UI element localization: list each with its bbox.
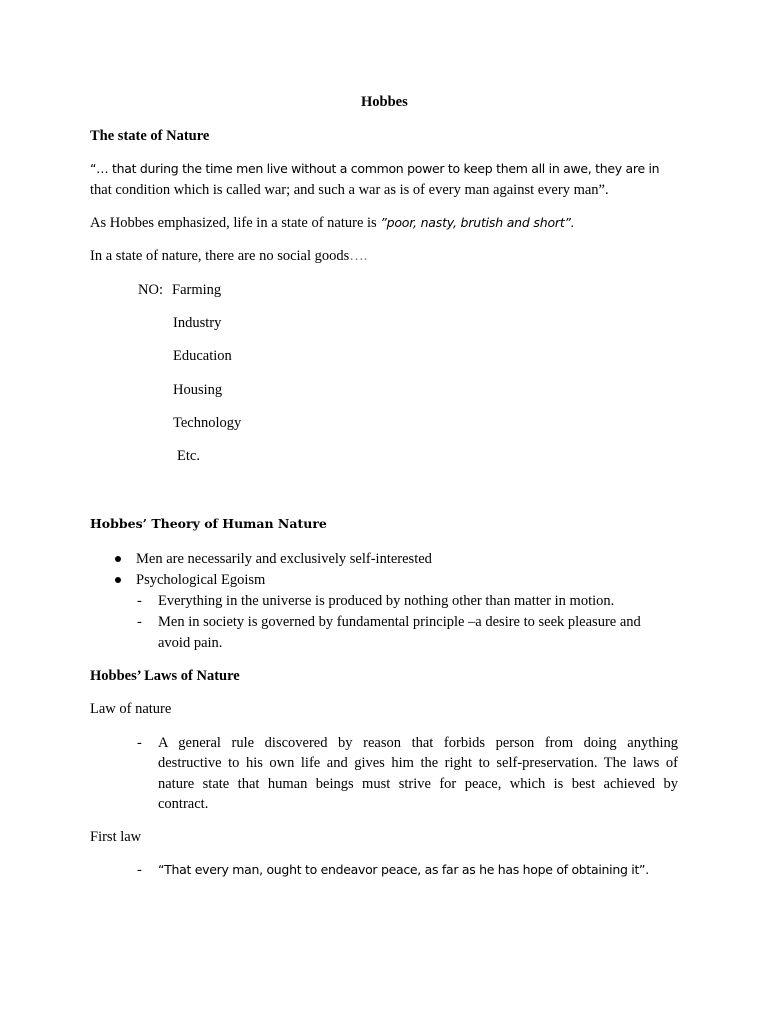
no-label: NO: bbox=[138, 282, 163, 298]
first-law-quote: “That every man, ought to endeavor peace, as far as he has hope of obtaining it”. bbox=[158, 862, 649, 877]
law-line-4: contract. bbox=[158, 796, 209, 813]
emphasis-prefix: As Hobbes emphasized, life in a state of nature is bbox=[90, 215, 381, 231]
dash-marker: - bbox=[137, 735, 142, 751]
first-law-label: First law bbox=[90, 829, 142, 845]
law-of-nature-paragraph bbox=[158, 733, 678, 815]
quote-line-1: “… that during the time men live without a common power to keep them all in awe, they are in bbox=[90, 161, 660, 176]
no-item-housing: Housing bbox=[173, 382, 223, 398]
emphasis-sentence bbox=[90, 214, 575, 232]
no-item-technology: Technology bbox=[173, 415, 242, 431]
law-line-3: nature state that human beings must strive for peace, which is best achieved by bbox=[158, 775, 678, 792]
heading-laws-of-nature: Hobbes’ Laws of Nature bbox=[90, 668, 240, 684]
dash-marker: - bbox=[137, 614, 142, 630]
no-social-goods-sentence bbox=[90, 247, 367, 265]
law-line-1: A general rule discovered by reason that forbids person from doing anything bbox=[158, 735, 678, 751]
bullet-item-1: Men are necessarily and exclusively self-interested bbox=[136, 551, 432, 567]
bullet-icon bbox=[115, 577, 121, 583]
dash-item-2-line-1: Men in society is governed by fundamental principle –a desire to seek pleasure and bbox=[158, 614, 641, 630]
emphasis-quote: ”poor, nasty, brutish and short”. bbox=[380, 215, 575, 230]
law-line-2: destructive to his own life and gives him the right to self-preservation. The laws of bbox=[158, 755, 678, 772]
no-goods-ellipsis: …. bbox=[349, 248, 368, 264]
no-item-farming: Farming bbox=[172, 282, 222, 298]
no-item-industry: Industry bbox=[173, 315, 222, 331]
law-of-nature-label: Law of nature bbox=[90, 701, 172, 717]
dash-item-2-line-2: avoid pain. bbox=[158, 635, 223, 651]
heading-human-nature: Hobbes’ Theory of Human Nature bbox=[90, 516, 327, 531]
quote-line-2: that condition which is called war; and such a war as is of every man against every man”. bbox=[90, 182, 609, 198]
bullet-item-2: Psychological Egoism bbox=[136, 572, 266, 588]
dash-item-1: Everything in the universe is produced by nothing other than matter in motion. bbox=[158, 593, 615, 609]
heading-state-of-nature: The state of Nature bbox=[90, 128, 210, 144]
no-goods-prefix: In a state of nature, there are no social goods bbox=[90, 248, 350, 264]
dash-marker: - bbox=[137, 862, 142, 878]
dash-marker: - bbox=[137, 593, 142, 609]
document-title: Hobbes bbox=[361, 94, 408, 110]
no-item-education: Education bbox=[173, 348, 232, 364]
bullet-icon bbox=[115, 556, 121, 562]
no-item-etc: Etc. bbox=[177, 448, 200, 464]
